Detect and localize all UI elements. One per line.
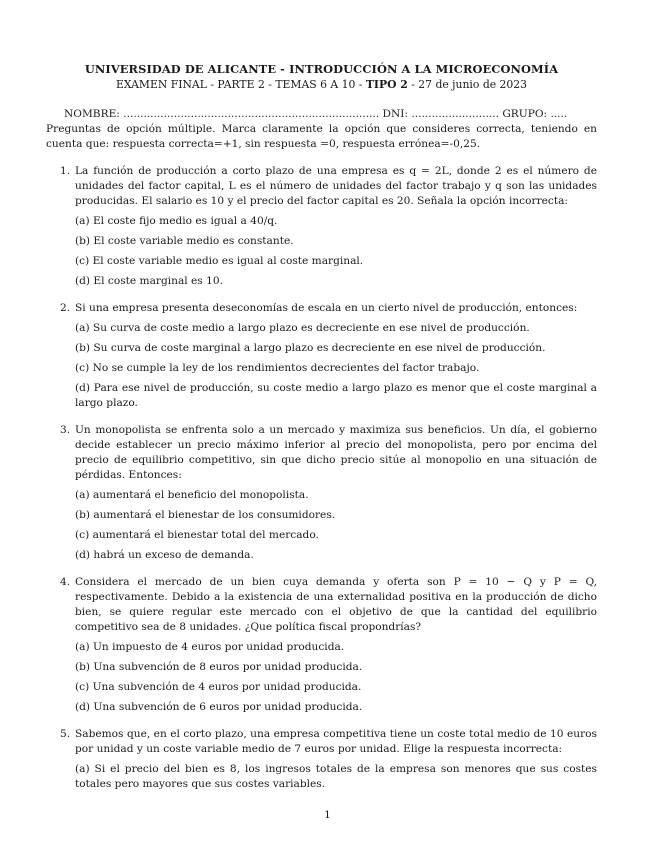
question-2 bbox=[46, 301, 597, 411]
answer-option[interactable]: (c) No se cumple la ley de los rendimientos decrecientes del factor trabajo. bbox=[75, 362, 480, 374]
answer-option[interactable]: (a) Su curva de coste medio a largo plazo es decreciente en ese nivel de producción. bbox=[75, 322, 530, 334]
answer-option[interactable]: (b) Su curva de coste marginal a largo plazo es decreciente en ese nivel de producción. bbox=[75, 342, 546, 354]
question-4 bbox=[46, 575, 597, 715]
question-number: 3. bbox=[60, 424, 71, 436]
answer-option[interactable]: (b) El coste variable medio es constante. bbox=[75, 235, 294, 247]
question-3 bbox=[46, 423, 597, 563]
question-stem: Un monopolista se enfrenta solo a un mercado y maximiza sus beneficios. Un día, el gobierno decide establecer un precio máximo inferior al precio del monopolista, pero por encima del precio de equilibrio competitivo, sin que dicho precio sitúe al monopolio en una situación de pérdidas. Entonces: bbox=[75, 424, 597, 481]
answer-option[interactable]: (c) El coste variable medio es igual al coste marginal. bbox=[75, 255, 364, 267]
answer-option[interactable]: (d) Para ese nivel de producción, su coste medio a largo plazo es menor que el coste marginal a largo plazo. bbox=[75, 382, 597, 409]
question-number: 4. bbox=[60, 576, 71, 588]
exam-subtitle bbox=[46, 77, 597, 92]
answer-option[interactable]: (a) El coste fijo medio es igual a 40/q. bbox=[75, 215, 278, 227]
student-fields-line: NOMBRE: ............................................................................ DNI: .......................... GRUPO: ..... bbox=[64, 108, 568, 120]
question-number: 2. bbox=[60, 302, 71, 314]
answer-option[interactable]: (d) El coste marginal es 10. bbox=[75, 275, 223, 287]
answer-option[interactable]: (d) habrá un exceso de demanda. bbox=[75, 549, 254, 561]
question-number: 1. bbox=[60, 165, 71, 177]
instructions: Preguntas de opción múltiple. Marca claramente la opción que consideres correcta, teniendo en cuenta que: respuesta correcta=+1, sin respuesta =0, respuesta errónea=-0,25. bbox=[46, 123, 597, 150]
answer-option[interactable]: (c) Una subvención de 4 euros por unidad producida. bbox=[75, 681, 362, 693]
answer-option[interactable]: (c) aumentará el bienestar total del mercado. bbox=[75, 529, 319, 541]
subtitle-tipo: TIPO 2 bbox=[365, 78, 408, 91]
question-list bbox=[46, 164, 597, 792]
question-1 bbox=[46, 164, 597, 289]
question-stem: La función de producción a corto plazo de una empresa es q = 2L, donde 2 es el número de unidades del factor capital, L es el número de unidades del factor trabajo y q son las unidades producidas. El salario es 10 y el precio del factor capital es 20. Señala la opción incorrecta: bbox=[75, 165, 597, 207]
question-number: 5. bbox=[60, 728, 71, 740]
subtitle-suffix: - 27 de junio de 2023 bbox=[407, 78, 528, 91]
page-number: 1 bbox=[324, 809, 331, 821]
subtitle-prefix: EXAMEN FINAL - PARTE 2 - TEMAS 6 A 10 - bbox=[115, 78, 366, 91]
answer-option[interactable]: (a) Si el precio del bien es 8, los ingresos totales de la empresa son menores que sus costes totales pero mayores que sus costes variables. bbox=[75, 763, 597, 790]
question-stem: Considera el mercado de un bien cuya demanda y oferta son P = 10 − Q y P = Q, respectivamente. Debido a la existencia de una externalidad positiva en la producción de dicho bien, se quiere regular este mercado con el objetivo de que la cantidad del equilibrio competitivo sea de 8 unidades. ¿Que política fiscal propondrías? bbox=[75, 576, 597, 633]
exam-title: UNIVERSIDAD DE ALICANTE - INTRODUCCIÓN A LA MICROECONOMÍA bbox=[84, 62, 559, 76]
question-stem: Si una empresa presenta deseconomías de escala en un cierto nivel de producción, entonces: bbox=[75, 302, 578, 314]
question-5 bbox=[46, 727, 597, 792]
question-stem: Sabemos que, en el corto plazo, una empresa competitiva tiene un coste total medio de 10 euros por unidad y un coste variable medio de 7 euros por unidad. Elige la respuesta incorrecta: bbox=[75, 728, 597, 755]
answer-option[interactable]: (d) Una subvención de 6 euros por unidad producida. bbox=[75, 701, 363, 713]
answer-option[interactable]: (b) Una subvención de 8 euros por unidad producida. bbox=[75, 661, 363, 673]
answer-option[interactable]: (a) Un impuesto de 4 euros por unidad producida. bbox=[75, 641, 345, 653]
answer-option[interactable]: (a) aumentará el beneficio del monopolista. bbox=[75, 489, 309, 501]
answer-option[interactable]: (b) aumentará el bienestar de los consumidores. bbox=[75, 509, 336, 521]
